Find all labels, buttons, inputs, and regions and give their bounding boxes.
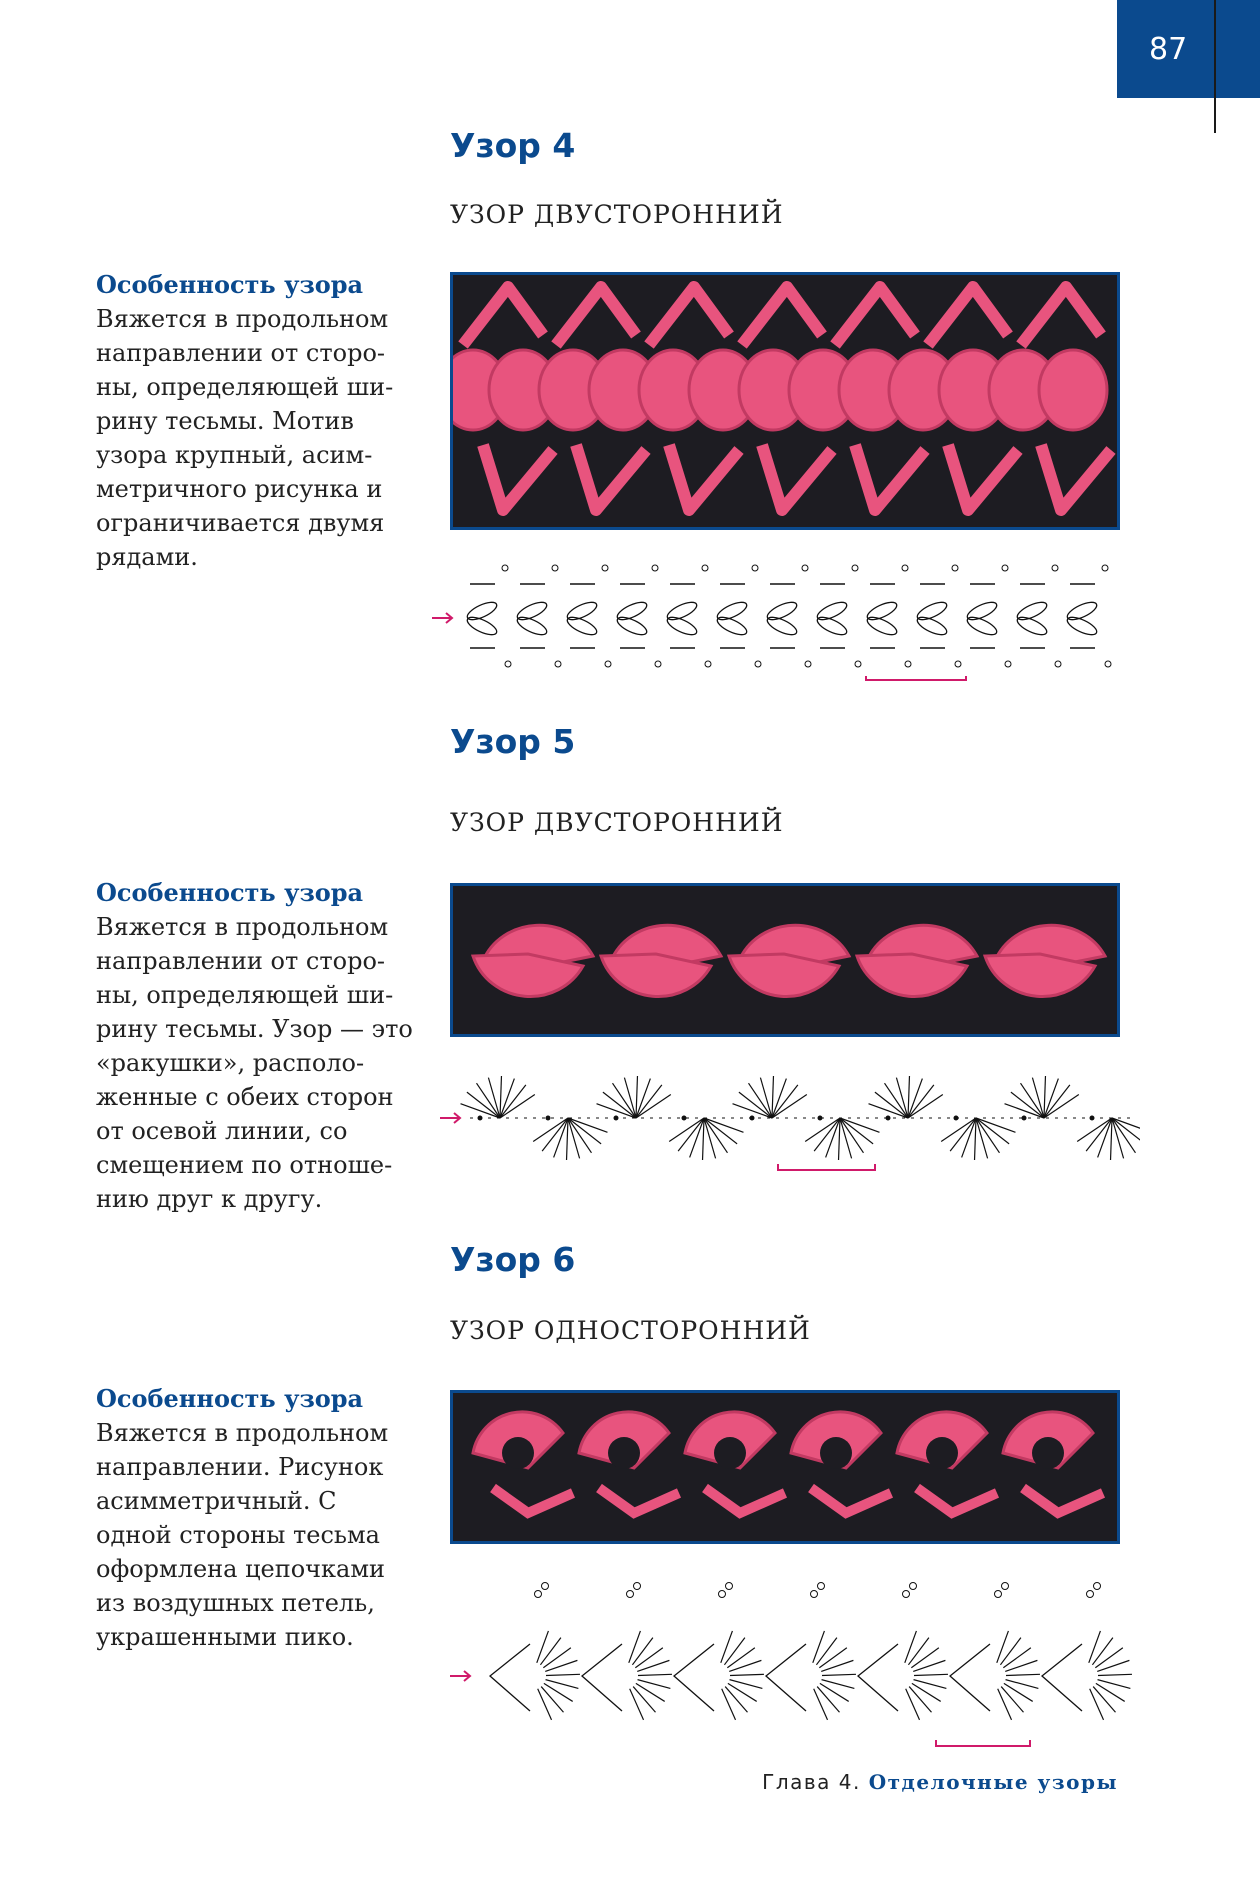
picot-symbol — [1087, 1591, 1094, 1598]
double-crochet-symbol — [908, 1076, 909, 1118]
fan-stitch-symbol — [911, 1648, 939, 1668]
double-crochet-symbol — [975, 1118, 976, 1160]
fan-stitch-symbol — [1005, 1660, 1037, 1671]
double-crochet-symbol — [908, 1079, 922, 1118]
double-crochet-symbol — [1098, 1118, 1112, 1157]
double-crochet-symbol — [704, 1118, 727, 1153]
double-crochet-symbol — [896, 1078, 908, 1118]
fan-stitch-symbol — [821, 1660, 853, 1671]
fan-stitch-symbol — [1089, 1631, 1101, 1663]
pattern-4-subtitle: УЗОР ДВУСТОРОННИЙ — [450, 200, 784, 229]
double-crochet-symbol — [703, 1118, 704, 1160]
double-crochet-symbol — [1044, 1079, 1058, 1118]
fan-stitch-symbol — [545, 1660, 577, 1671]
footer-chapter-label: Глава 4. — [762, 1770, 861, 1794]
chain-arch — [1042, 1644, 1082, 1711]
fan-stitch-symbol — [543, 1648, 571, 1668]
fan-stitch-symbol — [721, 1631, 733, 1663]
pattern-6-feature-text: Вяжется в продольном направлении. Рисунок асимметричный. С одной стороны тесьма оформлена цепочками из воздушных петель, украшенными пико. — [96, 1419, 389, 1651]
slip-stitch-symbol — [546, 1116, 551, 1121]
picot-symbol — [542, 1583, 549, 1590]
double-crochet-symbol — [772, 1076, 773, 1118]
pattern-6-subtitle: УЗОР ОДНОСТОРОННИЙ — [450, 1316, 811, 1345]
double-crochet-symbol — [690, 1118, 704, 1157]
footer-chapter-name: Отделочные узоры — [868, 1770, 1118, 1794]
picot-symbol — [905, 661, 911, 667]
page-number: 87 — [1149, 31, 1188, 67]
double-crochet-symbol — [624, 1078, 636, 1118]
double-crochet-symbol — [704, 1118, 716, 1158]
double-crochet-symbol — [1044, 1095, 1079, 1118]
double-crochet-symbol — [976, 1118, 1009, 1144]
repeat-bracket — [778, 1164, 875, 1170]
fan-stitch-symbol — [1000, 1638, 1020, 1665]
double-crochet-symbol — [976, 1118, 1015, 1132]
picot-symbol — [502, 565, 508, 571]
double-crochet-symbol — [704, 1118, 743, 1132]
double-crochet-symbol — [500, 1095, 535, 1118]
yarn-fan-hole — [714, 1437, 746, 1469]
pattern-4-diagram — [430, 556, 1140, 686]
fan-stitch-symbol — [546, 1674, 580, 1675]
fan-stitch-symbol — [816, 1638, 836, 1665]
pattern-5-subtitle: УЗОР ДВУСТОРОННИЙ — [450, 808, 784, 837]
picot-symbol — [910, 1583, 917, 1590]
picot-symbol — [811, 1591, 818, 1598]
double-crochet-symbol — [568, 1118, 591, 1153]
double-crochet-symbol — [1032, 1078, 1044, 1118]
fan-stitch-symbol — [998, 1689, 1012, 1720]
double-crochet-symbol — [1111, 1118, 1112, 1160]
pattern-5-diagram — [430, 1064, 1140, 1184]
picot-symbol — [726, 1583, 733, 1590]
fan-stitch-symbol — [729, 1660, 761, 1671]
pattern-4-feature — [96, 268, 426, 574]
double-crochet-symbol — [739, 1092, 772, 1118]
picot-symbol — [1055, 661, 1061, 667]
double-crochet-symbol — [533, 1118, 568, 1141]
double-crochet-symbol — [749, 1083, 772, 1118]
picot-symbol — [818, 1583, 825, 1590]
fan-stitch-symbol — [727, 1648, 755, 1668]
pattern-5-feature-heading: Особенность узора — [96, 878, 364, 907]
pattern-6-feature — [96, 1382, 426, 1654]
double-crochet-symbol — [500, 1076, 501, 1118]
fan-stitch-symbol — [633, 1687, 655, 1713]
picot-symbol — [652, 565, 658, 571]
fan-stitch-symbol — [1093, 1687, 1115, 1713]
picot-symbol — [952, 565, 958, 571]
double-crochet-symbol — [839, 1118, 840, 1160]
photo-background — [453, 1393, 1117, 1541]
picot-symbol — [1052, 565, 1058, 571]
double-crochet-symbol — [772, 1085, 798, 1118]
double-crochet-symbol — [542, 1118, 568, 1151]
fan-stitch-symbol — [819, 1648, 847, 1668]
fan-stitch-symbol — [541, 1687, 563, 1713]
double-crochet-symbol — [488, 1078, 500, 1118]
picot-symbol — [719, 1591, 726, 1598]
double-crochet-symbol — [636, 1085, 662, 1118]
double-crochet-symbol — [772, 1095, 807, 1118]
double-crochet-symbol — [636, 1079, 650, 1118]
picot-symbol — [752, 565, 758, 571]
page-number-tab — [1117, 0, 1260, 98]
picot-symbol — [1005, 661, 1011, 667]
double-crochet-symbol — [500, 1079, 514, 1118]
picot-symbol — [995, 1591, 1002, 1598]
picot-symbol — [802, 565, 808, 571]
double-crochet-symbol — [908, 1085, 934, 1118]
fan-stitch-symbol — [1001, 1687, 1023, 1713]
chain-arch — [674, 1644, 714, 1711]
fan-stitch-symbol — [638, 1674, 672, 1675]
picot-symbol — [634, 1583, 641, 1590]
yarn-fan-hole — [502, 1437, 534, 1469]
fan-stitch-symbol — [637, 1660, 669, 1671]
double-crochet-symbol — [568, 1118, 601, 1144]
tab-divider — [1214, 0, 1216, 133]
double-crochet-symbol — [1044, 1076, 1045, 1118]
fan-stitch-symbol — [913, 1660, 945, 1671]
picot-symbol — [755, 661, 761, 667]
fan-stitch-symbol — [906, 1689, 920, 1720]
picot-symbol — [505, 661, 511, 667]
pattern-4-photo — [450, 272, 1120, 530]
start-arrow-icon — [440, 1113, 460, 1123]
double-crochet-symbol — [805, 1118, 840, 1141]
double-crochet-symbol — [704, 1118, 737, 1144]
pattern-5-feature — [96, 876, 426, 1216]
fan-stitch-symbol — [630, 1689, 644, 1720]
repeat-bracket — [866, 676, 966, 680]
fan-stitch-symbol — [1095, 1648, 1123, 1668]
fan-stitch-symbol — [724, 1638, 744, 1665]
yarn-puff — [1039, 350, 1107, 430]
fan-stitch-symbol — [909, 1687, 931, 1713]
double-crochet-symbol — [875, 1092, 908, 1118]
double-crochet-symbol — [941, 1118, 976, 1141]
fan-stitch-symbol — [1097, 1660, 1129, 1671]
fan-stitch-symbol — [814, 1689, 828, 1720]
picot-symbol — [555, 661, 561, 667]
double-crochet-symbol — [840, 1118, 873, 1144]
double-crochet-symbol — [1044, 1085, 1070, 1118]
chain-arch — [950, 1644, 990, 1711]
double-crochet-symbol — [826, 1118, 840, 1157]
picot-symbol — [805, 661, 811, 667]
picot-symbol — [705, 661, 711, 667]
double-crochet-symbol — [636, 1095, 671, 1118]
picot-symbol — [955, 661, 961, 667]
picot-symbol — [702, 565, 708, 571]
double-crochet-symbol — [1077, 1118, 1112, 1141]
fan-stitch-symbol — [1003, 1648, 1031, 1668]
pattern-5-photo — [450, 883, 1120, 1037]
double-crochet-symbol — [500, 1085, 526, 1118]
yarn-fan-hole — [926, 1437, 958, 1469]
double-crochet-symbol — [636, 1076, 637, 1118]
fan-stitch-symbol — [540, 1638, 560, 1665]
slip-stitch-symbol — [682, 1116, 687, 1121]
repeat-bracket — [936, 1740, 1030, 1746]
double-crochet-symbol — [477, 1083, 500, 1118]
fan-stitch-symbol — [629, 1631, 641, 1663]
pattern-4-feature-heading: Особенность узора — [96, 270, 364, 299]
double-crochet-symbol — [840, 1118, 879, 1132]
double-crochet-symbol — [567, 1118, 568, 1160]
double-crochet-symbol — [760, 1078, 772, 1118]
pattern-4-feature-text: Вяжется в продольном направлении от сторо- ны, определяющей ши- рину тесьмы. Мотив узора крупный, асим- метричного рисунка и ограничивается двумя рядами. — [96, 305, 394, 571]
double-crochet-symbol — [840, 1118, 863, 1153]
slip-stitch-symbol — [1022, 1116, 1027, 1121]
picot-symbol — [902, 565, 908, 571]
picot-symbol — [1102, 565, 1108, 571]
fan-stitch-symbol — [817, 1687, 839, 1713]
double-crochet-symbol — [1112, 1118, 1124, 1158]
fan-stitch-symbol — [730, 1674, 764, 1675]
fan-stitch-symbol — [908, 1638, 928, 1665]
double-crochet-symbol — [885, 1083, 908, 1118]
double-crochet-symbol — [976, 1118, 999, 1153]
double-crochet-symbol — [840, 1118, 852, 1158]
picot-symbol — [852, 565, 858, 571]
double-crochet-symbol — [1086, 1118, 1112, 1151]
chain-arch — [766, 1644, 806, 1711]
double-crochet-symbol — [669, 1118, 704, 1141]
fan-stitch-symbol — [1092, 1638, 1112, 1665]
pattern-6-photo — [450, 1390, 1120, 1544]
fan-stitch-symbol — [822, 1674, 856, 1675]
picot-symbol — [602, 565, 608, 571]
yarn-fan-hole — [608, 1437, 640, 1469]
double-crochet-symbol — [613, 1083, 636, 1118]
double-crochet-symbol — [1021, 1083, 1044, 1118]
fan-stitch-symbol — [997, 1631, 1009, 1663]
double-crochet-symbol — [908, 1095, 943, 1118]
start-arrow-icon — [450, 1671, 470, 1681]
chain-arch — [582, 1644, 622, 1711]
double-crochet-symbol — [772, 1079, 786, 1118]
picot-symbol — [655, 661, 661, 667]
picot-symbol — [535, 1591, 542, 1598]
fan-stitch-symbol — [722, 1689, 736, 1720]
yarn-fan-hole — [1032, 1437, 1064, 1469]
double-crochet-symbol — [678, 1118, 704, 1151]
chain-arch — [858, 1644, 898, 1711]
double-crochet-symbol — [603, 1092, 636, 1118]
fan-stitch-symbol — [1006, 1674, 1040, 1675]
double-crochet-symbol — [814, 1118, 840, 1151]
double-crochet-symbol — [976, 1118, 988, 1158]
fan-stitch-symbol — [1090, 1689, 1104, 1720]
fan-stitch-symbol — [537, 1631, 549, 1663]
page-footer — [762, 1770, 1118, 1794]
picot-symbol — [627, 1591, 634, 1598]
picot-symbol — [1094, 1583, 1101, 1590]
picot-symbol — [903, 1591, 910, 1598]
pattern-6-feature-heading: Особенность узора — [96, 1384, 364, 1413]
fan-stitch-symbol — [725, 1687, 747, 1713]
picot-symbol — [855, 661, 861, 667]
double-crochet-symbol — [568, 1118, 580, 1158]
double-crochet-symbol — [467, 1092, 500, 1118]
fan-stitch-symbol — [813, 1631, 825, 1663]
pattern-4-title: Узор 4 — [450, 126, 576, 165]
picot-symbol — [1002, 1583, 1009, 1590]
double-crochet-symbol — [1011, 1092, 1044, 1118]
picot-symbol — [1002, 565, 1008, 571]
start-arrow-icon — [432, 613, 452, 623]
fan-stitch-symbol — [905, 1631, 917, 1663]
double-crochet-symbol — [950, 1118, 976, 1151]
chain-arch — [490, 1644, 530, 1711]
pattern-6-title: Узор 6 — [450, 1240, 576, 1279]
yarn-fan-hole — [820, 1437, 852, 1469]
picot-symbol — [1105, 661, 1111, 667]
fan-stitch-symbol — [1098, 1674, 1132, 1675]
fan-stitch-symbol — [538, 1689, 552, 1720]
pattern-5-title: Узор 5 — [450, 722, 576, 761]
fan-stitch-symbol — [914, 1674, 948, 1675]
fan-stitch-symbol — [635, 1648, 663, 1668]
pattern-5-feature-text: Вяжется в продольном направлении от сторо- ны, определяющей ши- рину тесьмы. Узор — это «ракушки», располо- женные с обеих сторон от осевой линии, со смещением по отноше- нию друг к другу. — [96, 913, 413, 1213]
double-crochet-symbol — [1112, 1118, 1135, 1153]
double-crochet-symbol — [554, 1118, 568, 1157]
double-crochet-symbol — [568, 1118, 607, 1132]
double-crochet-symbol — [962, 1118, 976, 1157]
pattern-6-diagram — [430, 1566, 1140, 1752]
picot-symbol — [605, 661, 611, 667]
picot-symbol — [552, 565, 558, 571]
fan-stitch-symbol — [632, 1638, 652, 1665]
